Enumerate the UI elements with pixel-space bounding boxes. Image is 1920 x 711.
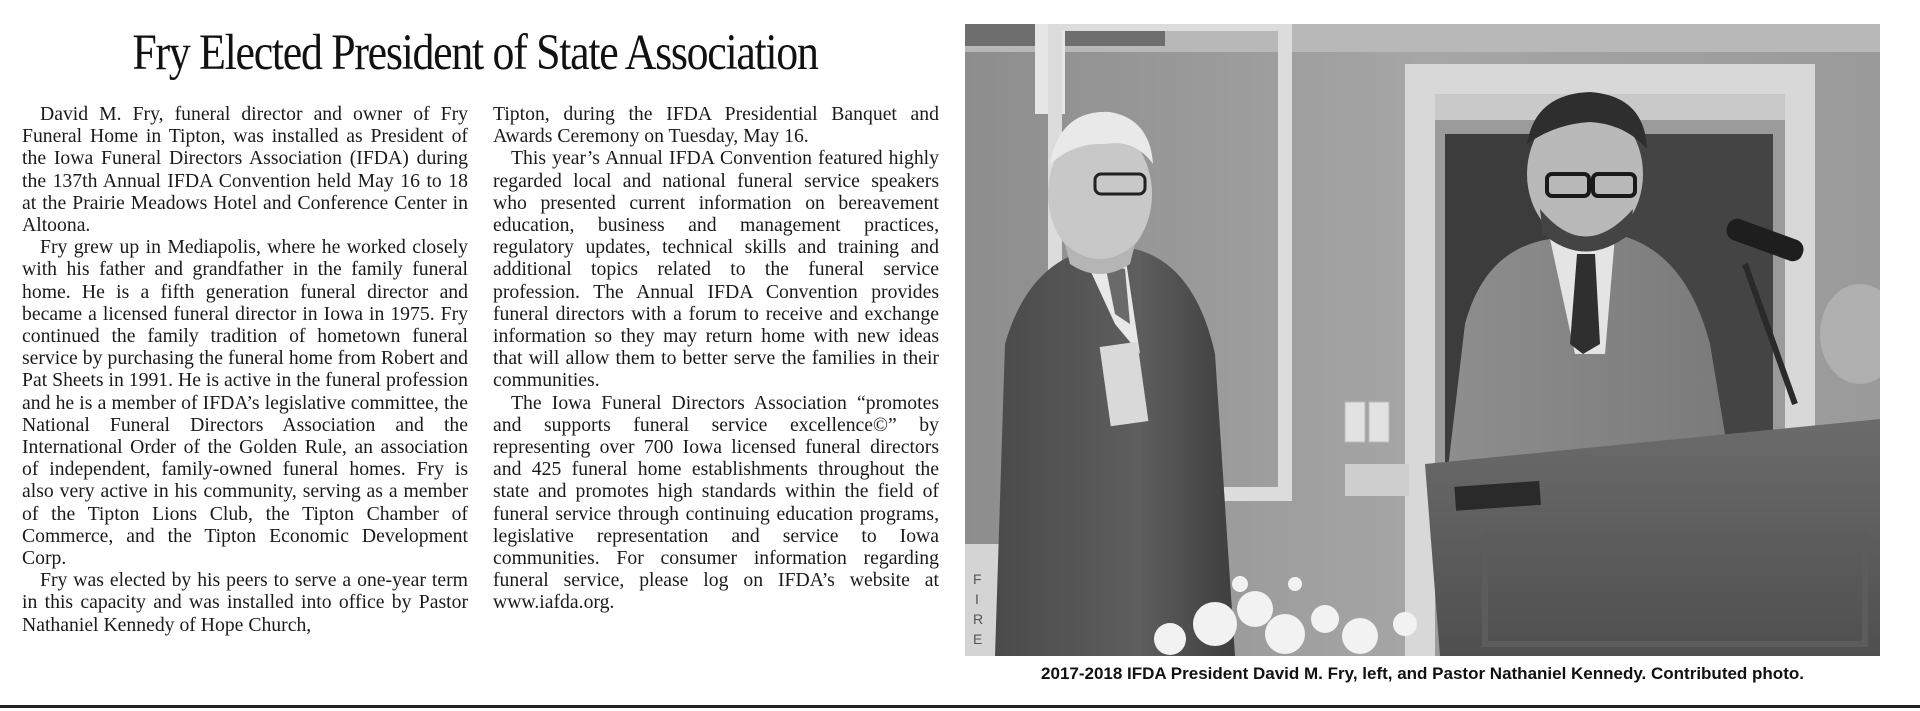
photo bbox=[965, 24, 1880, 656]
paragraph: Fry grew up in Mediapolis, where he worked closely with his father and grandfather in the family funeral home. He is a fifth generation funeral director and became a licensed funeral director in Iowa in 1975. Fry continued the family tradition of hometown funeral service by purchasing the funeral home from Robert and Pat Sheets in 1991. He is active in the funeral profession and he is a member of IFDA’s legislative committee, the National Funeral Directors Association and the International Order of the Golden Rule, an association of independent, family-owned funeral homes. Fry is also very active in his community, serving as a member of the Tipton Lions Club, the Tipton Chamber of Commerce, and the Tipton Economic Development Corp. bbox=[22, 236, 468, 570]
sign-letter: I bbox=[975, 591, 979, 607]
article-column-1 bbox=[22, 103, 468, 636]
photo-illustration bbox=[965, 24, 1880, 656]
photo-caption: 2017-2018 IFDA President David M. Fry, left, and Pastor Nathaniel Kennedy. Contributed photo. bbox=[1041, 664, 1804, 683]
headline: Fry Elected President of State Association bbox=[132, 25, 818, 81]
sign-letter: R bbox=[973, 611, 984, 627]
paragraph: Tipton, during the IFDA Presidential Banquet and Awards Ceremony on Tuesday, May 16. bbox=[493, 103, 939, 148]
paragraph: David M. Fry, funeral director and owner of Fry Funeral Home in Tipton, was installed as President of the Iowa Funeral Directors Association (IFDA) during the 137th Annual IFDA Convention held May 16 to 18 at the Prairie Meadows Hotel and Conference Center in Altoona. bbox=[22, 103, 468, 237]
sign-letter: E bbox=[973, 631, 983, 647]
paragraph: This year’s Annual IFDA Convention featured highly regarded local and national funeral service speakers who presented current information on bereavement education, business and management practices, regulatory updates, technical skills and training and additional topics related to the funeral service profession. The Annual IFDA Convention provides funeral directors with a forum to receive and exchange information so they may return home with new ideas that will allow them to better serve the families in their communities. bbox=[493, 147, 939, 392]
bottom-rule bbox=[0, 705, 1920, 708]
article-column-2 bbox=[493, 103, 939, 614]
paragraph: Fry was elected by his peers to serve a one-year term in this capacity and was installed into office by Pastor Nathaniel Kennedy of Hope Church, bbox=[22, 569, 468, 636]
sign-letter: F bbox=[973, 571, 982, 587]
paragraph: The Iowa Funeral Directors Association “promotes and supports funeral service excellence©” by representing over 700 Iowa licensed funeral directors and 425 funeral home establishments throughout the state and promotes high standards within the field of funeral service through continuing education programs, legislative representation and service to Iowa communities. For consumer information regarding funeral service, please log on IFDA’s website at www.iafda.org. bbox=[493, 391, 939, 614]
